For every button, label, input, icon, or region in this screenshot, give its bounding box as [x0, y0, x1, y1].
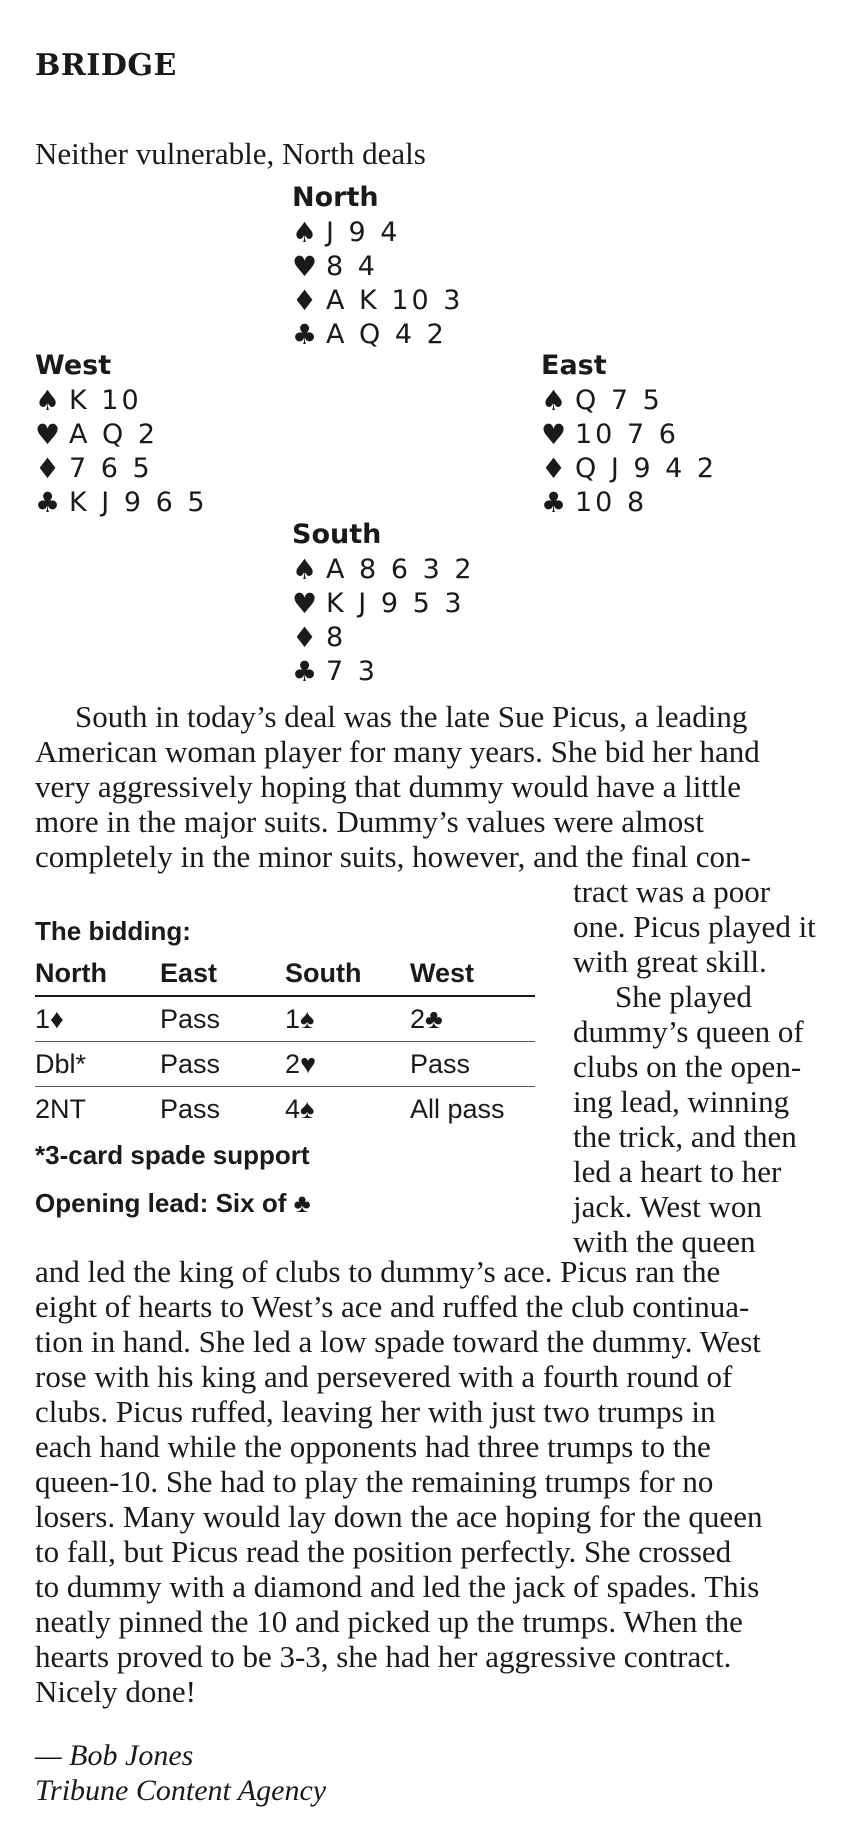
text-line: queen-10. She had to play the remaining trumps for no: [35, 1464, 714, 1499]
suit-row-hearts: [35, 417, 208, 451]
byline: [35, 1738, 326, 1808]
text-line: losers. Many would lay down the ace hoping for the queen: [35, 1499, 763, 1534]
cards: 10 7 6: [575, 418, 679, 450]
text-line: South in today’s deal was the late Sue Picus, a leading: [75, 699, 748, 734]
bidding-row: [35, 997, 535, 1042]
suit-row-spades: [292, 552, 475, 586]
cards: 7 6 5: [69, 452, 153, 484]
seat-label: East: [541, 350, 607, 381]
heart-icon: ♥: [292, 586, 318, 620]
heart-icon: ♥: [35, 417, 61, 451]
club-icon: ♣: [541, 485, 567, 519]
text-line: the trick, and then: [573, 1119, 797, 1154]
spade-icon: ♠: [35, 383, 61, 417]
cards: A 8 6 3 2: [326, 553, 475, 585]
text-line: and led the king of clubs to dummy’s ace. Picus ran the: [35, 1254, 721, 1289]
text-line: tion in hand. She led a low spade toward the dummy. West: [35, 1324, 761, 1359]
text-line: clubs on the open-: [573, 1049, 802, 1084]
club-icon: ♣: [292, 654, 318, 688]
suit-row-spades: [541, 383, 717, 417]
article-paragraph-1: [35, 699, 830, 874]
suit-row-diamonds: [541, 451, 717, 485]
bid-cell: Pass: [160, 1048, 221, 1079]
header-south: South: [285, 957, 362, 988]
cards: Q J 9 4 2: [575, 452, 718, 484]
seat-label: South: [292, 519, 382, 550]
hand-west: [35, 349, 208, 519]
header-east: East: [160, 957, 218, 988]
spade-icon: ♠: [292, 215, 318, 249]
text-line: led a heart to her: [573, 1154, 782, 1189]
text-line: American woman player for many years. She bid her hand: [35, 734, 760, 769]
suit-row-spades: [292, 215, 463, 249]
text-line: ing lead, winning: [573, 1084, 790, 1119]
spade-icon: ♠: [541, 383, 567, 417]
bidding-box: [35, 911, 535, 1227]
text-line: Nicely done!: [35, 1674, 196, 1709]
hand-east: [541, 349, 717, 519]
club-icon: ♣: [35, 485, 61, 519]
text-line: neatly pinned the 10 and picked up the trumps. When the: [35, 1604, 743, 1639]
cards: A Q 4 2: [326, 318, 447, 350]
bid-cell: Pass: [410, 1048, 471, 1079]
bid-cell: Pass: [160, 1003, 221, 1034]
diamond-icon: ♦: [35, 451, 61, 485]
article-paragraph-2: [35, 1254, 835, 1709]
text-line: very aggressively hoping that dummy would have a little: [35, 769, 741, 804]
text-line: eight of hearts to West’s ace and ruffed the club continua-: [35, 1289, 750, 1324]
bid-cell: 2♥: [285, 1048, 317, 1079]
cards: A K 10 3: [326, 284, 464, 316]
text-line: each hand while the opponents had three trumps to the: [35, 1429, 711, 1464]
suit-row-spades: [35, 383, 208, 417]
header-west: West: [410, 957, 475, 988]
bid-cell: Dbl*: [35, 1048, 87, 1079]
diamond-icon: ♦: [292, 283, 318, 317]
bidding-footnote: *3-card spade support: [35, 1140, 310, 1170]
text-line: jack. West won: [573, 1189, 762, 1224]
heart-icon: ♥: [292, 249, 318, 283]
text-line: clubs. Picus ruffed, leaving her with just two trumps in: [35, 1394, 716, 1429]
suit-row-hearts: [292, 586, 475, 620]
bid-cell: 4♠: [285, 1093, 315, 1124]
cards: K J 9 5 3: [326, 587, 465, 619]
suit-row-clubs: [292, 654, 475, 688]
opening-lead: Opening lead: Six of ♣: [35, 1188, 311, 1218]
suit-row-clubs: [292, 317, 463, 351]
suit-row-clubs: [541, 485, 717, 519]
suit-row-hearts: [541, 417, 717, 451]
cards: A Q 2: [69, 418, 159, 450]
bid-cell: 1♦: [35, 1003, 64, 1034]
author-name: — Bob Jones: [35, 1739, 194, 1772]
text-line: dummy’s queen of: [573, 1014, 804, 1049]
column-title: BRIDGE: [35, 48, 177, 83]
deal-conditions: Neither vulnerable, North deals: [35, 136, 426, 171]
text-line: one. Picus played it: [573, 909, 816, 944]
bidding-header-row: [35, 951, 535, 997]
seat-label: North: [292, 182, 379, 213]
cards: 10 8: [575, 486, 648, 518]
cards: 8 4: [326, 250, 378, 282]
bid-cell: 2♣: [410, 1003, 443, 1034]
diamond-icon: ♦: [541, 451, 567, 485]
text-line: hearts proved to be 3-3, she had her aggressive contract.: [35, 1639, 732, 1674]
spade-icon: ♠: [292, 552, 318, 586]
text-line: She played: [615, 979, 752, 1014]
heart-icon: ♥: [541, 417, 567, 451]
agency-name: Tribune Content Agency: [35, 1774, 327, 1807]
hand-south: [292, 518, 475, 688]
hand-north: [292, 181, 463, 351]
cards: J 9 4: [326, 216, 401, 248]
text-line: rose with his king and persevered with a fourth round of: [35, 1359, 733, 1394]
suit-row-diamonds: [35, 451, 208, 485]
cards: K J 9 6 5: [69, 486, 208, 518]
bidding-row: [35, 1042, 535, 1087]
text-line: with the queen: [573, 1224, 756, 1259]
bid-cell: 2NT: [35, 1093, 87, 1124]
cards: Q 7 5: [575, 384, 663, 416]
text-line: to dummy with a diamond and led the jack of spades. This: [35, 1569, 760, 1604]
header-north: North: [35, 957, 107, 988]
text-line: with great skill.: [573, 944, 767, 979]
bidding-row: [35, 1087, 535, 1131]
suit-row-clubs: [35, 485, 208, 519]
text-line: more in the major suits. Dummy’s values were almost: [35, 804, 704, 839]
diamond-icon: ♦: [292, 620, 318, 654]
text-line: completely in the minor suits, however, and the final con-: [35, 839, 751, 874]
bid-cell: 1♠: [285, 1003, 315, 1034]
article-side-column: [573, 874, 843, 1259]
cards: 8: [326, 621, 347, 653]
text-line: to fall, but Picus read the position perfectly. She crossed: [35, 1534, 732, 1569]
club-icon: ♣: [292, 317, 318, 351]
cards: K 10: [69, 384, 142, 416]
seat-label: West: [35, 350, 112, 381]
suit-row-diamonds: [292, 620, 475, 654]
bid-cell: Pass: [160, 1093, 221, 1124]
suit-row-diamonds: [292, 283, 463, 317]
text-line: tract was a poor: [573, 874, 771, 909]
bidding-title: The bidding:: [35, 916, 191, 946]
bid-cell: All pass: [410, 1093, 505, 1124]
suit-row-hearts: [292, 249, 463, 283]
cards: 7 3: [326, 655, 378, 687]
